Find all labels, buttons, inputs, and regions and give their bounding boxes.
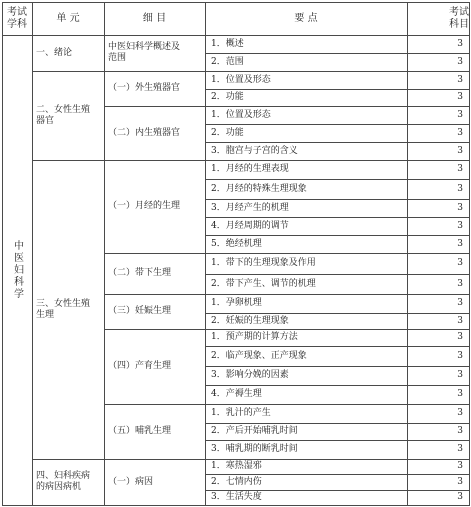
point-text: 4．产褥生理 bbox=[211, 389, 262, 399]
header-detail: 细 目 bbox=[142, 12, 167, 24]
detail-label: （四）产育生理 bbox=[108, 361, 172, 371]
point-text: 3．影响分娩的因素 bbox=[211, 370, 289, 380]
point-text: 2．妊娠的生理现象 bbox=[211, 315, 289, 326]
point-text: 1．位置及形态 bbox=[211, 74, 271, 85]
level-value: 3 bbox=[457, 350, 463, 361]
table-border-bottom bbox=[2, 505, 469, 506]
level-value: 3 bbox=[457, 461, 463, 471]
unit-label: 二、女性生殖 器官 bbox=[36, 104, 91, 126]
level-value: 3 bbox=[457, 238, 463, 249]
column-divider bbox=[32, 2, 33, 505]
point-text: 3．胞宫与子宫的含义 bbox=[211, 145, 298, 156]
detail-label: （二）带下生理 bbox=[108, 268, 172, 278]
detail-label: 中医妇科学概述及 范围 bbox=[108, 42, 181, 63]
table-border-right bbox=[469, 2, 470, 506]
subject-label: 中医妇科学 bbox=[11, 240, 23, 300]
unit-label: 四、妇科疾病 的病因病机 bbox=[36, 471, 91, 492]
detail-label: （一）月经的生理 bbox=[108, 201, 181, 211]
level-value: 3 bbox=[457, 56, 463, 67]
level-value: 3 bbox=[457, 74, 463, 85]
level-value: 3 bbox=[457, 164, 463, 174]
level-value: 3 bbox=[457, 109, 463, 120]
point-text: 1．预产期的计算方法 bbox=[211, 332, 298, 342]
header-subject: 考试 学科 bbox=[7, 6, 27, 30]
level-value: 3 bbox=[457, 476, 463, 487]
point-text: 3．生活失度 bbox=[211, 492, 262, 502]
point-text: 4．月经周期的调节 bbox=[211, 220, 289, 231]
level-value: 3 bbox=[457, 220, 463, 231]
point-text: 2．产后开始哺乳时间 bbox=[211, 426, 298, 436]
level-value: 3 bbox=[457, 145, 463, 156]
point-text: 1．月经的生理表现 bbox=[211, 164, 289, 174]
level-value: 3 bbox=[457, 332, 463, 342]
unit-label: 三、女性生殖 生理 bbox=[36, 298, 91, 320]
level-value: 3 bbox=[457, 389, 463, 399]
detail-label: （二）内生殖器官 bbox=[108, 127, 181, 138]
level-value: 3 bbox=[457, 92, 463, 102]
detail-label: （五）哺乳生理 bbox=[108, 426, 172, 436]
level-value: 3 bbox=[457, 408, 463, 418]
level-value: 3 bbox=[457, 298, 463, 308]
level-value: 3 bbox=[457, 202, 463, 213]
level-value: 3 bbox=[457, 278, 463, 289]
point-text: 1．位置及形态 bbox=[211, 109, 271, 120]
point-text: 5．绝经机理 bbox=[211, 238, 262, 249]
level-value: 3 bbox=[457, 258, 463, 268]
header-points: 要 点 bbox=[294, 12, 318, 24]
header-level: 考试 科目 bbox=[449, 6, 469, 30]
level-value: 3 bbox=[457, 492, 463, 502]
point-text: 2．七情内伤 bbox=[211, 476, 262, 487]
unit-label: 一、绪论 bbox=[36, 47, 73, 58]
header-unit: 单 元 bbox=[56, 12, 80, 24]
point-text: 1．带下的生理现象及作用 bbox=[211, 258, 316, 268]
point-text: 1．概述 bbox=[211, 38, 244, 49]
point-text: 2．带下产生、调节的机理 bbox=[211, 278, 316, 289]
level-value: 3 bbox=[457, 426, 463, 436]
point-text: 2．功能 bbox=[211, 92, 244, 102]
point-text: 1．孕卵机理 bbox=[211, 298, 262, 308]
point-text: 3．月经产生的机理 bbox=[211, 202, 289, 213]
level-value: 3 bbox=[457, 127, 463, 138]
point-text: 2．月经的特殊生理现象 bbox=[211, 183, 307, 194]
detail-label: （一）病因 bbox=[108, 476, 154, 487]
point-text: 1．寒热湿邪 bbox=[211, 461, 262, 471]
level-value: 3 bbox=[457, 183, 463, 194]
detail-label: （一）外生殖器官 bbox=[108, 83, 181, 93]
level-value: 3 bbox=[457, 370, 463, 380]
point-text: 2．功能 bbox=[211, 127, 244, 138]
detail-label: （三）妊娠生理 bbox=[108, 306, 172, 316]
level-value: 3 bbox=[457, 38, 463, 49]
point-text: 3．哺乳期的断乳时间 bbox=[211, 444, 298, 454]
point-text: 1．乳汁的产生 bbox=[211, 408, 271, 418]
level-value: 3 bbox=[457, 315, 463, 326]
level-value: 3 bbox=[457, 444, 463, 454]
point-text: 2．临产现象、正产现象 bbox=[211, 350, 307, 361]
point-text: 2．范围 bbox=[211, 56, 244, 67]
